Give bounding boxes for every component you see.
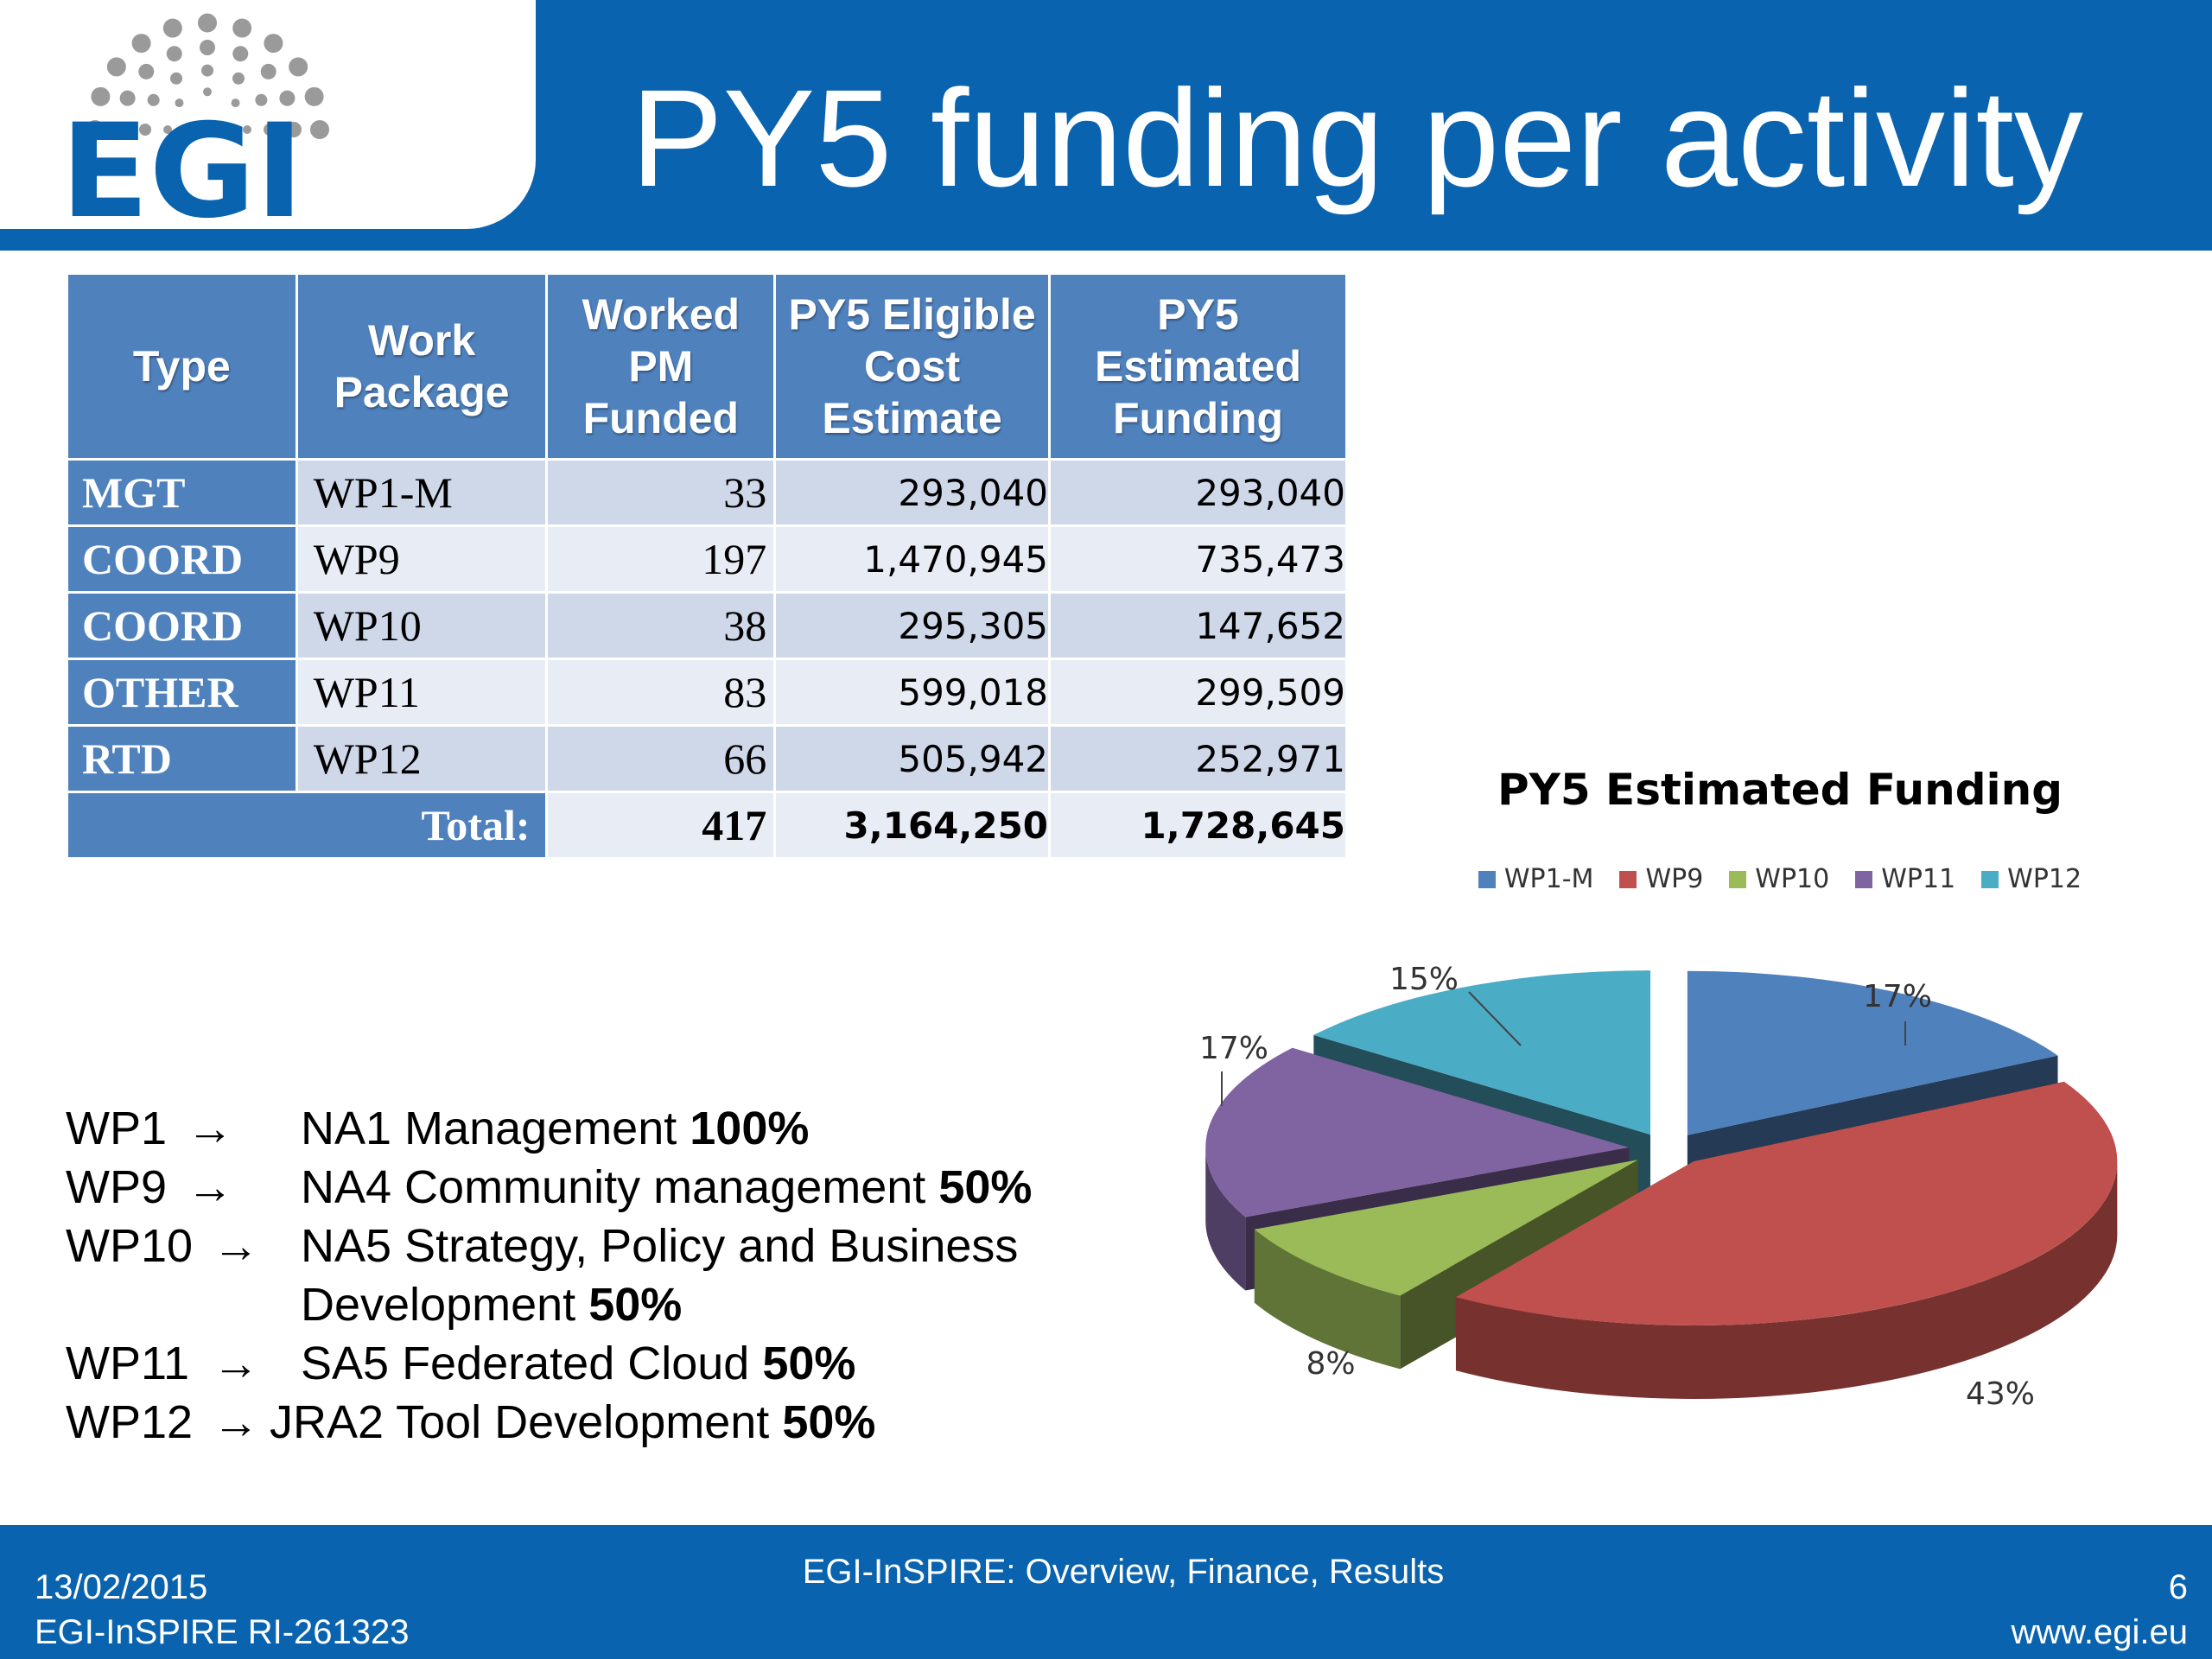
legend-swatch (1855, 871, 1872, 888)
mapping-line (66, 1099, 1189, 1158)
cell-worked-pm: 83 (548, 660, 773, 724)
cell-eligible-cost: 505,942 (776, 727, 1048, 791)
table-total-row (68, 793, 1345, 857)
mapping-line (66, 1158, 1189, 1217)
column-header-work-package: Work Package (298, 275, 546, 458)
cell-type: OTHER (68, 660, 296, 724)
mapping-activity: NA1 Management (301, 1103, 690, 1154)
mapping-description (301, 1099, 809, 1158)
cell-type: COORD (68, 594, 296, 658)
cell-estimated-funding: 293,040 (1051, 461, 1345, 524)
chart-legend (1391, 864, 2169, 894)
cell-eligible-cost: 1,470,945 (776, 527, 1048, 591)
pie-data-label: 17% (1198, 1031, 1269, 1066)
legend-item (1619, 864, 1703, 894)
mapping-percentage: 50% (762, 1338, 856, 1389)
mapping-percentage: 50% (782, 1396, 876, 1448)
mapping-line (66, 1334, 1189, 1393)
total-worked-pm: 417 (548, 793, 773, 857)
column-header-estimated-funding: PY5 Estimated Funding (1051, 275, 1345, 458)
cell-worked-pm: 38 (548, 594, 773, 658)
mapping-wp: WP10 (66, 1220, 194, 1272)
pie-data-label: 8% (1306, 1346, 1356, 1382)
cell-eligible-cost: 295,305 (776, 594, 1048, 658)
cell-work-package: WP12 (298, 727, 546, 791)
legend-swatch (1619, 871, 1637, 888)
mapping-wp: WP12 (66, 1396, 194, 1448)
cell-worked-pm: 33 (548, 461, 773, 524)
legend-swatch (1478, 871, 1496, 888)
column-header-eligible-cost: PY5 Eligible Cost Estimate (776, 275, 1048, 458)
table-row (68, 660, 1345, 724)
funding-table (66, 272, 1348, 860)
pie-chart (1123, 933, 2212, 1417)
footer-url: www.egi.eu (2011, 1613, 2188, 1651)
footer-date: 13/02/2015 (35, 1568, 208, 1606)
page-title: PY5 funding per activity (631, 60, 2083, 215)
cell-eligible-cost: 293,040 (776, 461, 1048, 524)
mapping-percentage: 100% (690, 1103, 810, 1154)
egi-logo-icon (52, 0, 380, 229)
mapping-line (66, 1393, 1189, 1452)
legend-swatch (1729, 871, 1746, 888)
cell-estimated-funding: 252,971 (1051, 727, 1345, 791)
cell-work-package: WP1-M (298, 461, 546, 524)
mapping-line (66, 1217, 1189, 1275)
column-header-type: Type (68, 275, 296, 458)
mapping-percentage: 50% (938, 1161, 1033, 1213)
legend-item (1478, 864, 1594, 894)
cell-worked-pm: 66 (548, 727, 773, 791)
mapping-wp: WP11 (66, 1338, 190, 1389)
mapping-percentage: 50% (588, 1279, 683, 1331)
pie-data-label: 15% (1389, 962, 1459, 997)
legend-item (1981, 864, 2082, 894)
mapping-description (301, 1275, 682, 1334)
arrow-icon: → (187, 1103, 233, 1154)
work-package-mapping-list (66, 1099, 1189, 1452)
footer-band (0, 1525, 2212, 1659)
cell-work-package: WP11 (298, 660, 546, 724)
legend-label: WP11 (1881, 864, 1956, 894)
cell-work-package: WP9 (298, 527, 546, 591)
total-estimated-funding: 1,728,645 (1051, 793, 1345, 857)
table-row (68, 594, 1345, 658)
pie-data-label: 43% (1965, 1376, 2036, 1412)
cell-estimated-funding: 147,652 (1051, 594, 1345, 658)
logo-text: EGI (60, 97, 304, 229)
arrow-icon: → (213, 1220, 259, 1272)
cell-work-package: WP10 (298, 594, 546, 658)
column-header-worked-pm: Worked PM Funded (548, 275, 773, 458)
cell-type: RTD (68, 727, 296, 791)
mapping-wp: WP1 (66, 1103, 168, 1154)
cell-estimated-funding: 735,473 (1051, 527, 1345, 591)
mapping-line (66, 1275, 1189, 1334)
cell-type: COORD (68, 527, 296, 591)
cell-eligible-cost: 599,018 (776, 660, 1048, 724)
mapping-description (270, 1393, 875, 1452)
footer-presentation-title: EGI-InSPIRE: Overview, Finance, Results (802, 1553, 1445, 1591)
legend-item (1855, 864, 1955, 894)
legend-label: WP10 (1755, 864, 1830, 894)
cell-estimated-funding: 299,509 (1051, 660, 1345, 724)
chart-title: PY5 Estimated Funding (1497, 765, 2063, 815)
legend-label: WP9 (1645, 864, 1704, 894)
mapping-description (301, 1158, 1032, 1217)
table-row (68, 727, 1345, 791)
legend-label: WP1-M (1503, 864, 1594, 894)
arrow-icon: → (187, 1161, 233, 1213)
mapping-description (301, 1217, 1018, 1275)
legend-item (1729, 864, 1829, 894)
table-row (68, 461, 1345, 524)
mapping-wp: WP9 (66, 1161, 168, 1213)
total-label: Total: (68, 793, 545, 857)
arrow-icon: → (213, 1396, 259, 1448)
logo-panel (0, 0, 536, 229)
table-header-row (68, 275, 1345, 458)
legend-swatch (1981, 871, 1999, 888)
footer-page-number: 6 (2168, 1568, 2188, 1606)
mapping-activity: NA4 Community management (301, 1161, 939, 1213)
arrow-icon: → (213, 1338, 259, 1389)
legend-label: WP12 (2007, 864, 2082, 894)
mapping-activity: JRA2 Tool Development (270, 1396, 783, 1448)
table-row (68, 527, 1345, 591)
mapping-activity: NA5 Strategy, Policy and Business (301, 1220, 1019, 1272)
mapping-activity: Development (301, 1279, 589, 1331)
cell-worked-pm: 197 (548, 527, 773, 591)
mapping-activity: SA5 Federated Cloud (301, 1338, 763, 1389)
cell-type: MGT (68, 461, 296, 524)
total-eligible-cost: 3,164,250 (776, 793, 1048, 857)
footer-project-id: EGI-InSPIRE RI-261323 (35, 1613, 410, 1651)
pie-data-label: 17% (1862, 979, 1933, 1014)
mapping-description (301, 1334, 855, 1393)
